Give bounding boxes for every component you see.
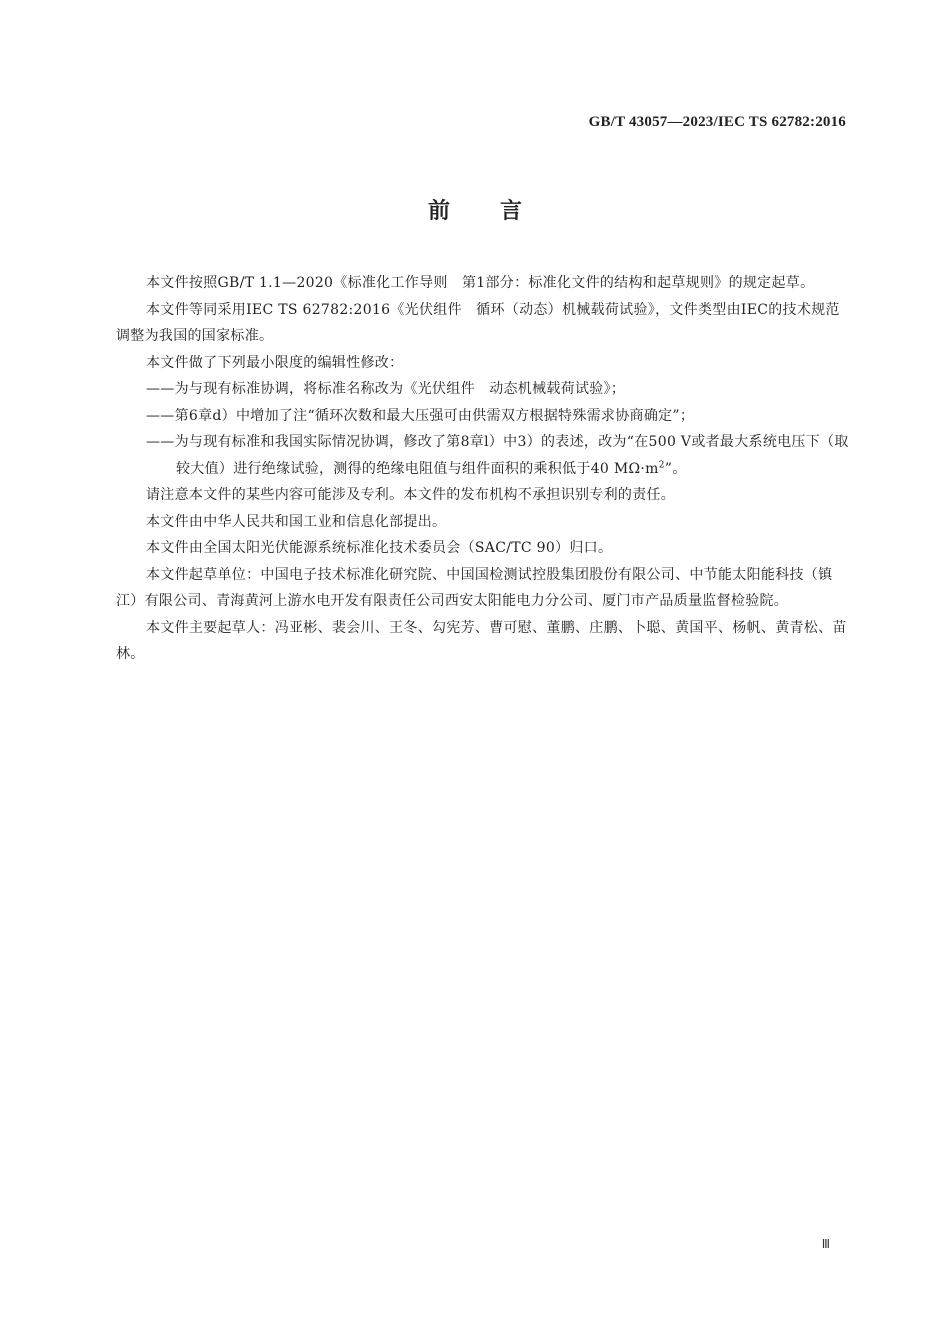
paragraph-drafting-units: 本文件起草单位：中国电子技术标准化研究院、中国国检测试控股集团股份有限公司、中节能太阳能科技（镇江）有限公司、青海黄河上游水电开发有限责任公司西安太阳能电力分公司、厦门市产品质量监督检验院。 — [116, 566, 833, 609]
change-item-3-suffix: ”。 — [664, 460, 687, 477]
paragraph-adoption: 本文件等同采用IEC TS 62782:2016《光伏组件 循环（动态）机械载荷试验》，文件类型由IEC的技术规范调整为我国的国家标准。 — [116, 301, 840, 344]
change-item-3-text: ——为与现有标准和我国实际情况协调，修改了第8章l）中3）的表述，改为“在500 V或者最大系统电压下（取较大值）进行绝缘试验，测得的绝缘电阻值与组件面积的乘积低于40 MΩ·m — [146, 434, 849, 477]
page-number: Ⅲ — [821, 1237, 830, 1251]
paragraph-proposer: 本文件由中华人民共和国工业和信息化部提出。 — [146, 513, 447, 530]
paragraph-drafting-rule: 本文件按照GB/T 1.1—2020《标准化工作导则 第1部分：标准化文件的结构和起草规则》的规定起草。 — [146, 275, 815, 291]
change-item-1: ——为与现有标准协调，将标准名称改为《光伏组件 动态机械载荷试验》； — [146, 381, 626, 397]
standard-code: GB/T 43057—2023/IEC TS 62782:2016 — [588, 114, 846, 130]
paragraph-changes-intro: 本文件做了下列最小限度的编辑性修改： — [146, 354, 404, 371]
change-item-3 — [116, 429, 850, 482]
paragraph-drafters: 本文件主要起草人：冯亚彬、裴会川、王冬、勾宪芳、曹可慰、董鹏、庄鹏、卜聪、黄国平、杨帆、黄青松、苗林。 — [116, 619, 847, 662]
paragraph-committee: 本文件由全国太阳光伏能源系统标准化技术委员会（SAC/TC 90）归口。 — [146, 540, 613, 556]
page-title: 前言 — [427, 199, 572, 224]
foreword-body — [116, 270, 850, 668]
superscript: 2 — [658, 459, 665, 470]
change-item-2: ——第6章d）中增加了注“循环次数和最大压强可由供需双方根据特殊需求协商确定”； — [146, 407, 695, 424]
paragraph-patent-notice: 请注意本文件的某些内容可能涉及专利。本文件的发布机构不承担识别专利的责任。 — [146, 487, 676, 503]
